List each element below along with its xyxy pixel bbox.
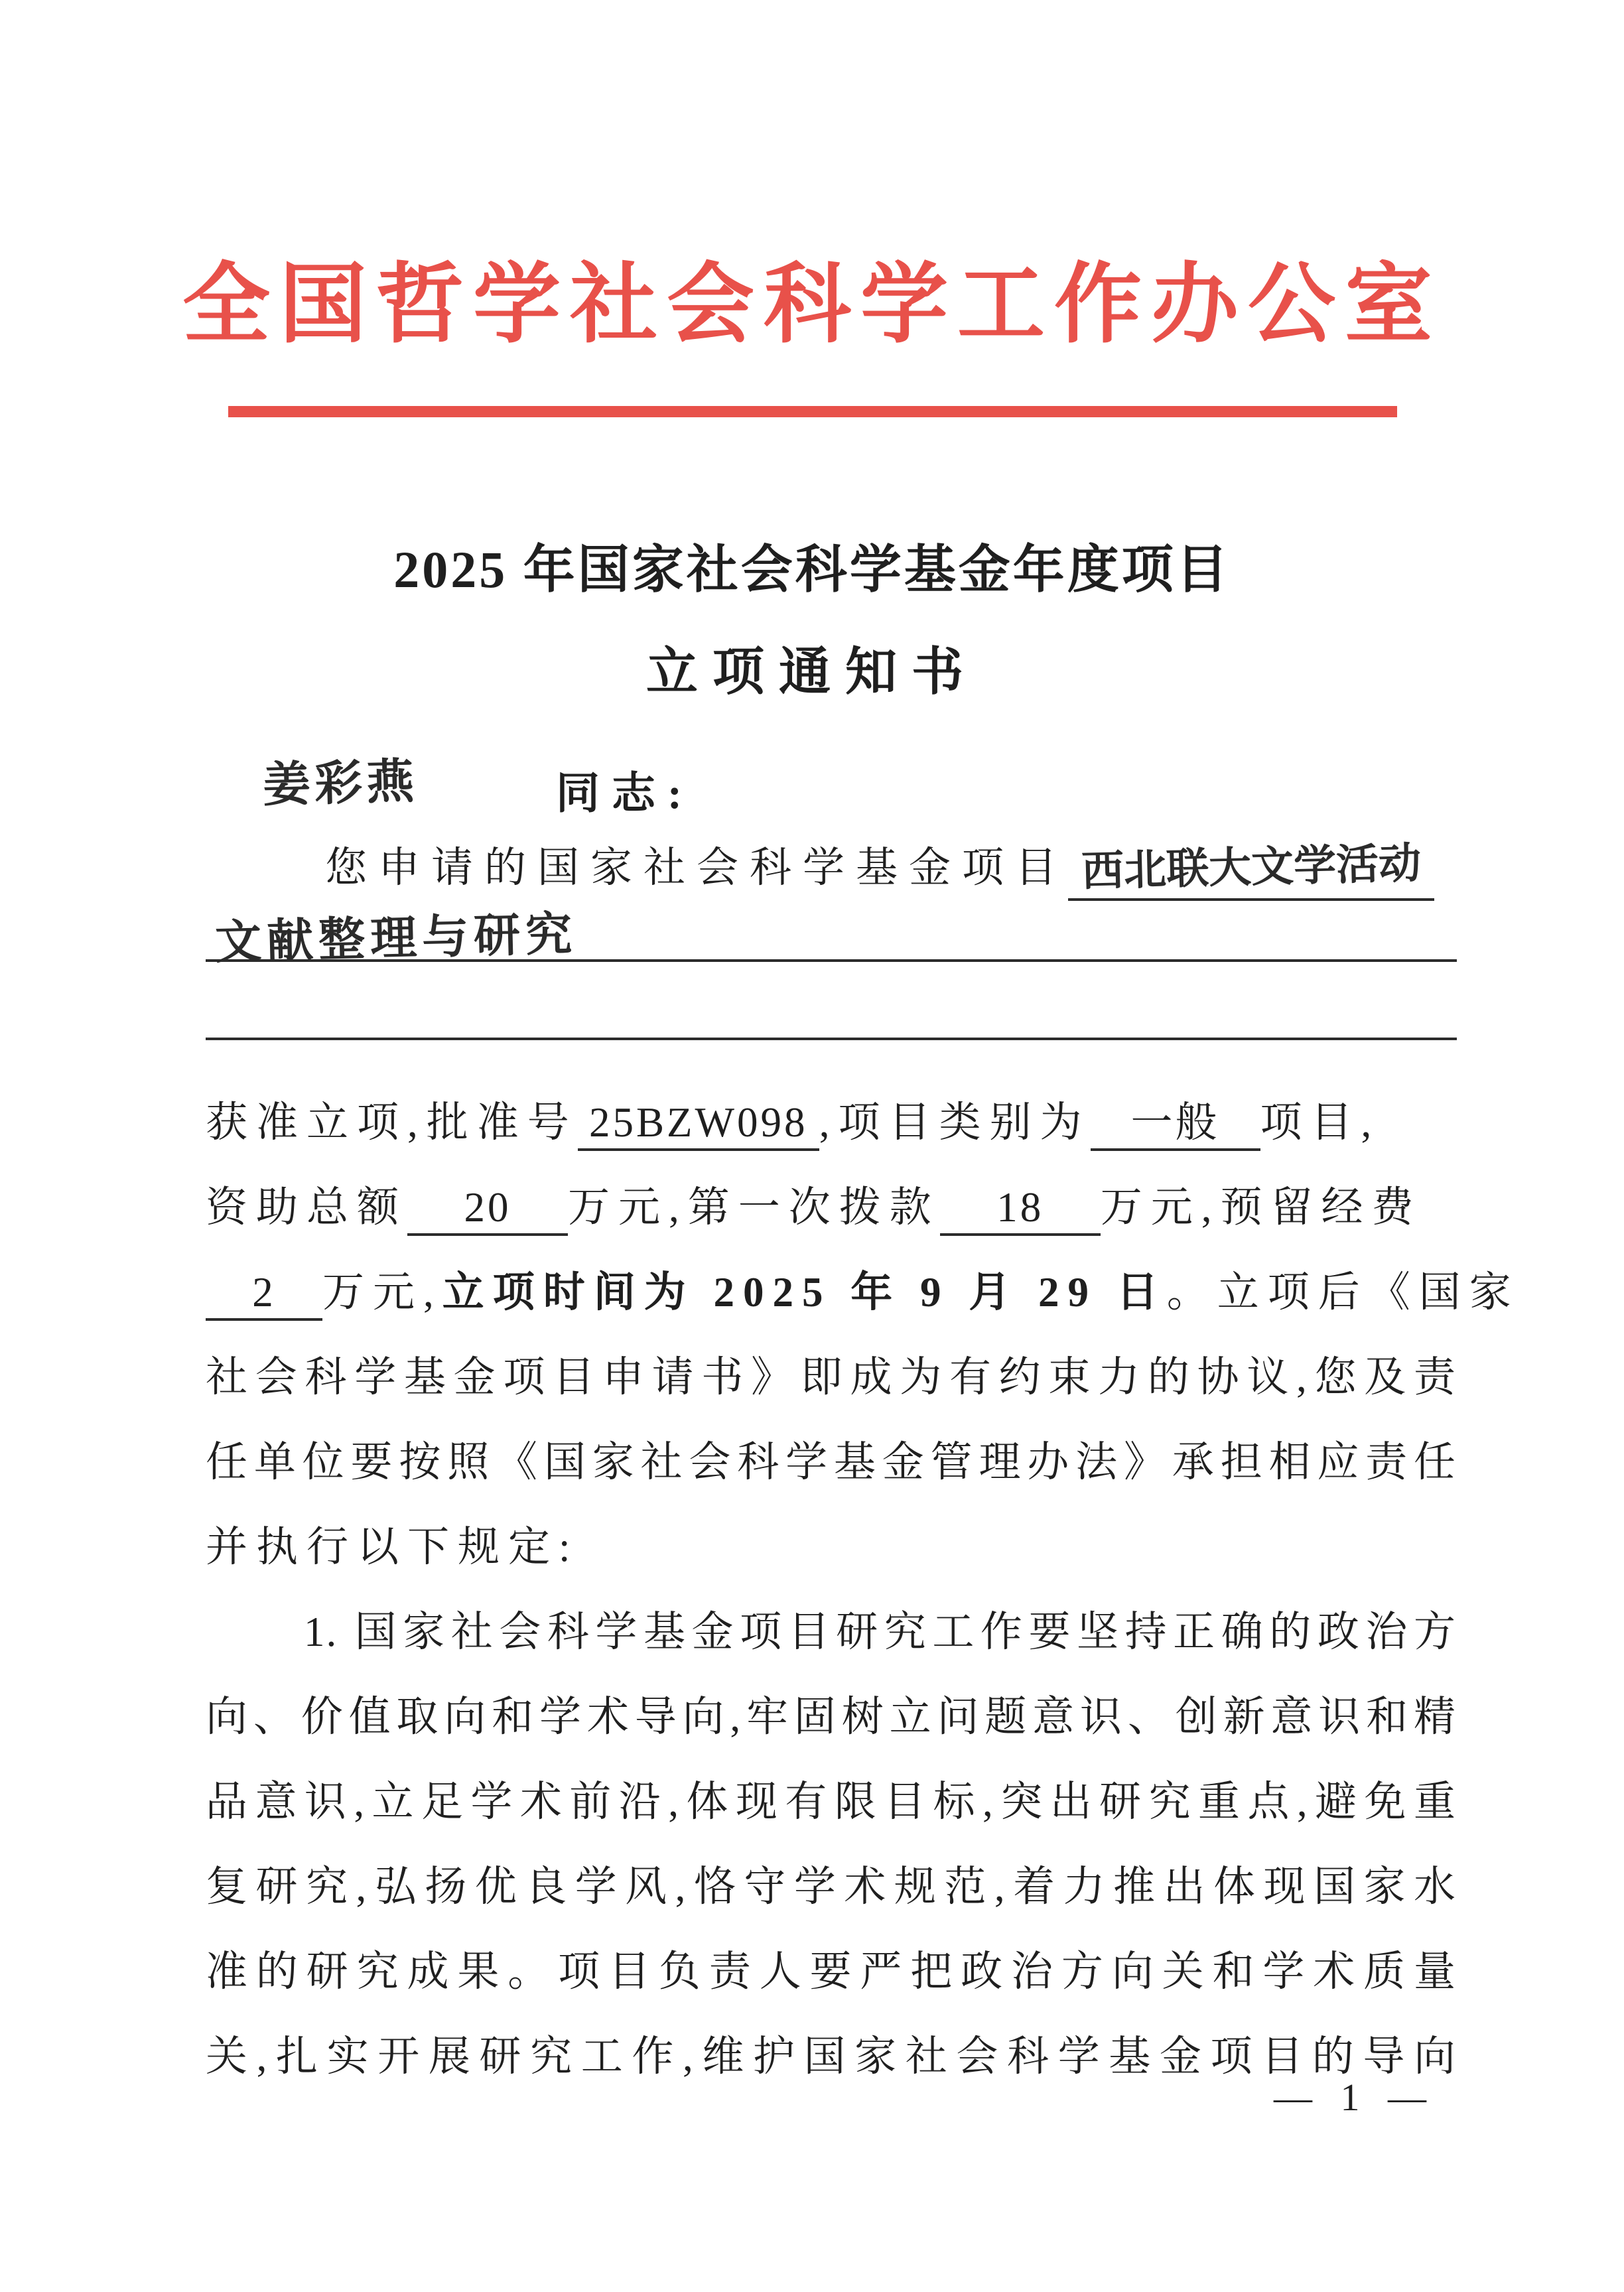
document-title-line1: 2025 年国家社会科学基金年度项目 bbox=[393, 541, 1231, 598]
approval-text-segment-1: 获准立项,批准号 bbox=[206, 1099, 578, 1146]
approval-line-5: 任单位要按照《国家社会科学基金管理办法》承担相应责任 bbox=[206, 1439, 1457, 1485]
approval-line-4: 社会科学基金项目申请书》即成为有约束力的协议,您及责 bbox=[206, 1354, 1457, 1400]
approval-text-segment-3: 项目, bbox=[1260, 1099, 1381, 1146]
org-title: 全国哲学社会科学工作办公室 bbox=[182, 256, 1442, 354]
clause1-line-4: 复研究,弘扬优良学风,恪守学术规范,着力推出体现国家水 bbox=[206, 1863, 1457, 1910]
intro-lead-text: 您申请的国家社会科学基金项目 bbox=[325, 844, 1068, 891]
approval-text-segment-8: 。立项后《国家 bbox=[1166, 1269, 1520, 1315]
first-payment-value: 18 bbox=[940, 1185, 1101, 1236]
approval-line-6: 并执行以下规定: bbox=[206, 1524, 579, 1570]
approval-line-1 bbox=[206, 1080, 1457, 1165]
recipient-name-handwritten: 姜彩燕 bbox=[262, 753, 419, 813]
project-date-statement: 立项时间为 2025 年 9 月 29 日 bbox=[442, 1269, 1167, 1315]
approval-text-segment-4: 资助总额 bbox=[206, 1184, 407, 1231]
header-divider bbox=[228, 406, 1397, 417]
approval-text-segment-5: 万元,第一次拨款 bbox=[568, 1184, 940, 1231]
project-title-handwritten-1: 西北联大文学活动 bbox=[1081, 839, 1422, 897]
project-title-handwritten-2: 文献整理与研究 bbox=[214, 906, 578, 970]
approval-line-3 bbox=[206, 1250, 1520, 1335]
approval-text-segment-6: 万元,预留经费 bbox=[1100, 1184, 1422, 1231]
clause1-line-1: 1. 国家社会科学基金项目研究工作要坚持正确的政治方 bbox=[304, 1609, 1457, 1655]
approval-line-2 bbox=[206, 1165, 1457, 1250]
clause1-line-6: 关,扎实开展研究工作,维护国家社会科学基金项目的导向 bbox=[206, 2033, 1457, 2080]
clause1-line-3: 品意识,立足学术前沿,体现有限目标,突出研究重点,避免重 bbox=[206, 1779, 1457, 1825]
approval-text-segment-2: ,项目类别为 bbox=[819, 1099, 1091, 1146]
project-title-blank-1 bbox=[1068, 833, 1434, 901]
page-number: — 1 — bbox=[1274, 2076, 1436, 2119]
reserved-amount-value: 2 bbox=[206, 1270, 322, 1321]
category-value: 一般 bbox=[1091, 1100, 1260, 1151]
clause1-line-5: 准的研究成果。项目负责人要严把政治方向关和学术质量 bbox=[206, 1948, 1457, 1995]
total-amount-value: 20 bbox=[407, 1185, 568, 1236]
empty-fill-line bbox=[206, 982, 1457, 1040]
approval-text-segment-7: 万元, bbox=[322, 1269, 442, 1315]
comrade-label: 同志: bbox=[556, 770, 694, 818]
clause1-line-2: 向、价值取向和学术导向,牢固树立问题意识、创新意识和精 bbox=[206, 1694, 1457, 1740]
project-title-blank-2 bbox=[206, 901, 1457, 970]
body-text bbox=[206, 1080, 1520, 2099]
approval-number-value: 25BZW098 bbox=[578, 1100, 819, 1151]
intro-line bbox=[206, 833, 1486, 901]
document-title-line2: 立项通知书 bbox=[645, 643, 978, 701]
